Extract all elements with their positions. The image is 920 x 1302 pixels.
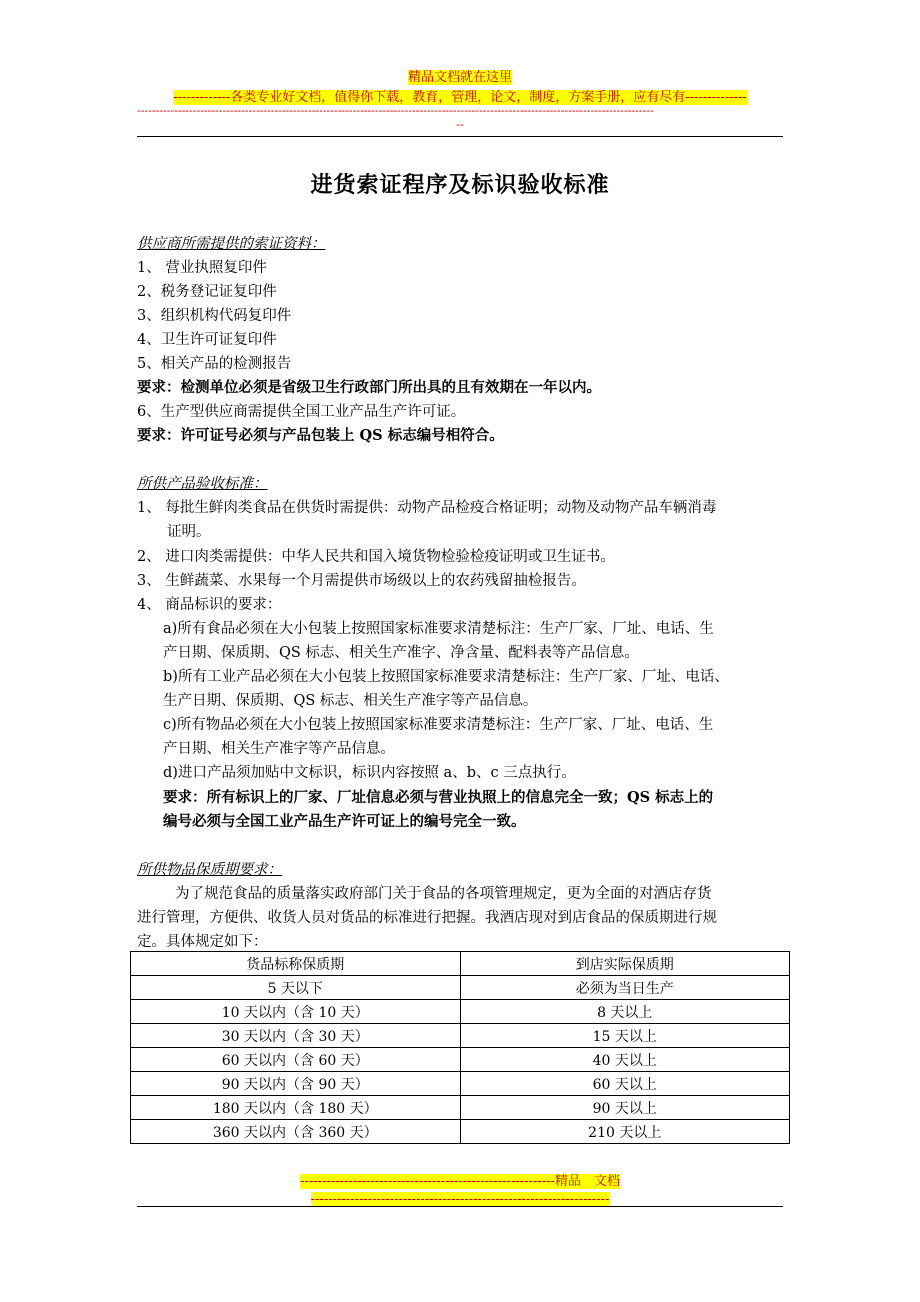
- header-top: [0, 66, 920, 85]
- table-cell: 60 天以上: [460, 1072, 790, 1096]
- table-cell: 360 天以内（含 360 天）: [131, 1120, 461, 1144]
- table-row: [131, 1120, 790, 1144]
- section1-requirement-2: 要求：许可证号必须与产品包装上 QS 标志编号相符合。: [137, 427, 504, 444]
- section2-requirement-2: 编号必须与全国工业产品生产许可证上的编号完全一致。: [163, 813, 526, 830]
- document-title: 进货索证程序及标识验收标准: [310, 172, 610, 198]
- footer-line-1: ----------------------------------------------------------精品 文档: [300, 1174, 620, 1189]
- header-dashes-tail: --: [456, 118, 464, 131]
- section1-requirement-1: 要求：检测单位必须是省级卫生行政部门所出具的且有效期在一年以内。: [137, 379, 601, 396]
- footer-bottom: [0, 1188, 920, 1207]
- table-cell: 90 天以上: [460, 1096, 790, 1120]
- section2-item-1-cont: 证明。: [167, 524, 211, 540]
- table-row: [131, 1072, 790, 1096]
- section2-item-4d: d)进口产品须加贴中文标识，标识内容按照 a、b、c 三点执行。: [163, 765, 576, 781]
- section2-item-4a-cont: 产日期、保质期、QS 标志、相关生产准字、净含量、配料表等产品信息。: [163, 645, 639, 661]
- table-row: [131, 1048, 790, 1072]
- header-banner: [0, 86, 920, 105]
- table-row: [131, 1096, 790, 1120]
- section1-item-1: 1、 营业执照复印件: [137, 260, 267, 276]
- table-cell: 10 天以内（含 10 天）: [131, 1000, 461, 1024]
- section1-item-4: 4、卫生许可证复印件: [137, 332, 277, 348]
- section1-heading: 供应商所需提供的索证资料：: [137, 236, 326, 252]
- section1-item-6: 6、生产型供应商需提供全国工业产品生产许可证。: [137, 404, 466, 420]
- table-header-cell: 到店实际保质期: [460, 952, 790, 976]
- header-dashes: -------------------------------------------------------------------------------------------------------------------------------------------: [137, 104, 654, 117]
- section3-heading: 所供物品保质期要求：: [137, 862, 282, 878]
- section1-item-5: 5、相关产品的检测报告: [137, 356, 292, 372]
- table-cell: 210 天以上: [460, 1120, 790, 1144]
- table-cell: 180 天以内（含 180 天）: [131, 1096, 461, 1120]
- table-cell: 40 天以上: [460, 1048, 790, 1072]
- section3-paragraph-line-3: 定。具体规定如下：: [137, 934, 268, 950]
- footer-line-2: --------------------------------------------------------------------: [310, 1192, 610, 1207]
- section2-item-4: 4、 商品标识的要求：: [137, 597, 282, 613]
- section3-paragraph-line-2: 进行管理，方便供、收货人员对货品的标准进行把握。我酒店现对到店食品的保质期进行规: [137, 910, 717, 926]
- table-cell: 15 天以上: [460, 1024, 790, 1048]
- table-cell: 8 天以上: [460, 1000, 790, 1024]
- table-cell: 必须为当日生产: [460, 976, 790, 1000]
- section1-item-3: 3、组织机构代码复印件: [137, 308, 292, 324]
- table-header-cell: 货品标称保质期: [131, 952, 461, 976]
- section2-item-4c-cont: 产日期、相关生产准字等产品信息。: [163, 741, 395, 757]
- table-cell: 60 天以内（含 60 天）: [131, 1048, 461, 1072]
- section2-heading: 所供产品验收标准：: [137, 476, 268, 492]
- section2-item-4b-cont: 生产日期、保质期、QS 标志、相关生产准字等产品信息。: [163, 693, 538, 709]
- footer-rule: [137, 1206, 783, 1207]
- shelf-life-table: [130, 951, 790, 1144]
- header-line-2: -------------各类专业好文档，值得你下载，教育，管理，论文，制度，方案手册，应有尽有--------------: [173, 90, 747, 105]
- section2-item-4c: c)所有物品必须在大小包装上按照国家标准要求清楚标注：生产厂家、厂址、电话、生: [163, 717, 714, 733]
- table-cell: 5 天以下: [131, 976, 461, 1000]
- section1-item-2: 2、税务登记证复印件: [137, 284, 277, 300]
- table-header-row: [131, 952, 790, 976]
- section2-item-3: 3、 生鲜蔬菜、水果每一个月需提供市场级以上的农药残留抽检报告。: [137, 573, 586, 589]
- section2-requirement-1: 要求：所有标识上的厂家、厂址信息必须与营业执照上的信息完全一致；QS 标志上的: [163, 789, 714, 806]
- section2-item-2: 2、 进口肉类需提供：中华人民共和国入境货物检验检疫证明或卫生证书。: [137, 549, 615, 565]
- section3-paragraph-line-1: 为了规范食品的质量落实政府部门关于食品的各项管理规定，更为全面的对酒店存货: [175, 886, 712, 902]
- table-row: [131, 1024, 790, 1048]
- header-line-1: 精品文档就在这里: [407, 70, 512, 85]
- table-cell: 90 天以内（含 90 天）: [131, 1072, 461, 1096]
- section2-item-4a: a)所有食品必须在大小包装上按照国家标准要求清楚标注：生产厂家、厂址、电话、生: [163, 621, 714, 637]
- table-row: [131, 1000, 790, 1024]
- section2-item-1: 1、 每批生鲜肉类食品在供货时需提供：动物产品检疫合格证明；动物及动物产品车辆消毒: [137, 500, 717, 516]
- table-row: [131, 976, 790, 1000]
- header-rule: [137, 136, 783, 137]
- table-cell: 30 天以内（含 30 天）: [131, 1024, 461, 1048]
- footer-top: [0, 1170, 920, 1189]
- section2-item-4b: b)所有工业产品必须在大小包装上按照国家标准要求清楚标注：生产厂家、厂址、电话、: [163, 669, 729, 685]
